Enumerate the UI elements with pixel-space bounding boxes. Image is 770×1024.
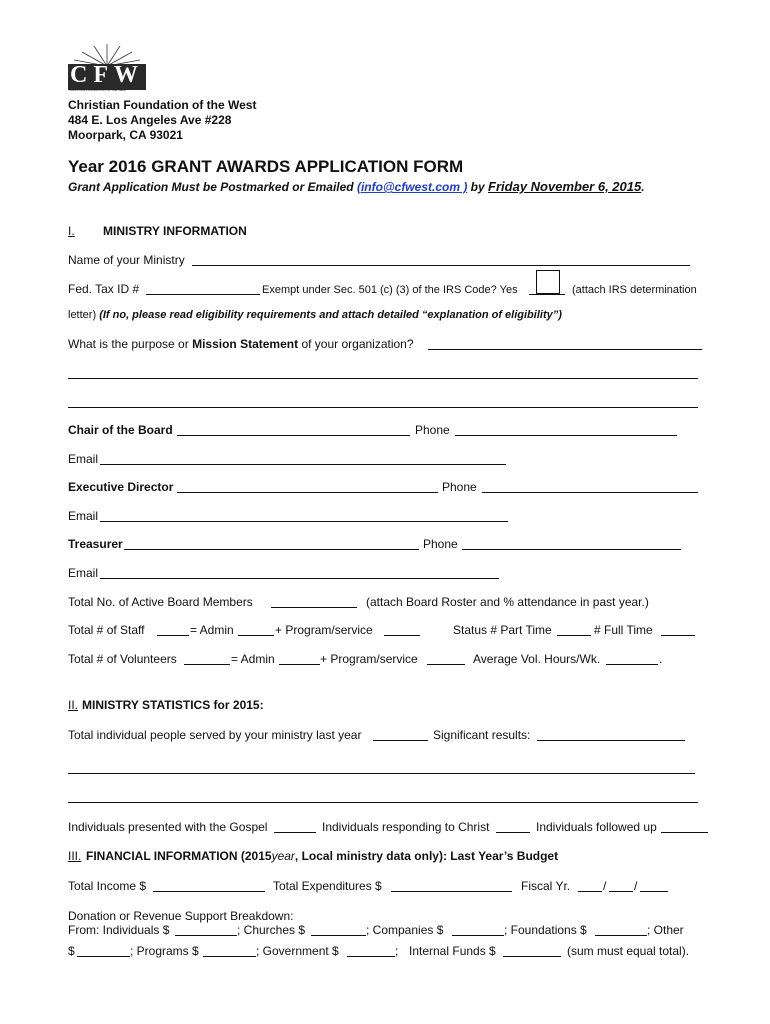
chair-email-field[interactable]: [100, 464, 506, 465]
purpose-post: of your organization?: [301, 337, 414, 351]
purpose-line-2[interactable]: [68, 378, 698, 379]
results-label: Significant results:: [433, 728, 531, 742]
letter-text: letter): [68, 309, 97, 321]
other-dollar-label: $: [68, 944, 75, 958]
foundations-field[interactable]: [595, 935, 647, 936]
staff-admin-field[interactable]: [238, 635, 274, 636]
org-address-line1: 484 E. Los Angeles Ave #228: [68, 113, 232, 127]
ministry-name-field[interactable]: [192, 265, 690, 266]
section1-title: MINISTRY INFORMATION: [103, 224, 247, 238]
exec-field[interactable]: [177, 492, 438, 493]
exec-label: Executive Director: [68, 480, 174, 494]
government-field[interactable]: [347, 956, 395, 957]
avg-vol-hours-label: Average Vol. Hours/Wk.: [473, 652, 601, 666]
purpose-line-3[interactable]: [68, 407, 698, 408]
staff-program-label: + Program/service: [275, 623, 373, 637]
board-members-field[interactable]: [271, 607, 357, 608]
income-label: Total Income $: [68, 879, 147, 893]
email-link[interactable]: (info@cfwest.com ): [356, 180, 468, 194]
org-name: Christian Foundation of the West: [68, 98, 257, 112]
followed-field[interactable]: [661, 832, 708, 833]
fiscal-year-field[interactable]: [640, 891, 668, 892]
treasurer-field[interactable]: [124, 549, 419, 550]
volunteers-label: Total # of Volunteers: [68, 652, 177, 666]
treasurer-phone-label: Phone: [423, 537, 458, 551]
programs-label: ; Programs $: [130, 944, 199, 958]
fiscal-day-field[interactable]: [609, 891, 633, 892]
attach-irs-label: (attach IRS determination: [572, 284, 697, 296]
chair-field[interactable]: [177, 435, 410, 436]
cfw-logo: [66, 44, 148, 94]
gospel-label: Individuals presented with the Gospel: [68, 820, 268, 834]
section3-title-year: year: [271, 849, 295, 863]
exec-email-label: Email: [68, 509, 99, 523]
companies-field[interactable]: [452, 935, 504, 936]
exempt-label: Exempt under Sec. 501 (c) (3) of the IRS Code? Yes: [262, 284, 518, 296]
form-subtitle: [68, 179, 645, 194]
ministry-name-label: Name of your Ministry: [68, 253, 185, 267]
internal-funds-label: Internal Funds $: [409, 944, 496, 958]
vol-admin-field[interactable]: [279, 664, 320, 665]
subtitle-by: by: [470, 180, 485, 194]
fed-tax-field[interactable]: [146, 294, 260, 295]
individuals-label: From: Individuals $: [68, 923, 170, 937]
purpose-bold: Mission Statement: [192, 337, 299, 351]
avg-vol-period: .: [659, 652, 663, 666]
exempt-yes-line: [529, 294, 565, 295]
chair-label: Chair of the Board: [68, 423, 173, 437]
responding-label: Individuals responding to Christ: [322, 820, 490, 834]
fed-tax-label: Fed. Tax ID #: [68, 282, 140, 296]
exec-phone-label: Phone: [442, 480, 477, 494]
subtitle-text: Grant Application Must be Postmarked or Emailed: [68, 180, 354, 194]
treasurer-email-field[interactable]: [100, 578, 499, 579]
attach-roster-label: (attach Board Roster and % attendance in past year.): [366, 595, 649, 609]
section1-number: I.: [68, 224, 75, 238]
treasurer-email-label: Email: [68, 566, 99, 580]
staff-total-field[interactable]: [157, 635, 189, 636]
volunteers-total-field[interactable]: [184, 664, 230, 665]
served-label: Total individual people served by your ministry last year: [68, 728, 362, 742]
other-label: ; Other: [647, 923, 684, 937]
sum-note: (sum must equal total).: [567, 944, 690, 958]
avg-vol-hours-field[interactable]: [606, 664, 658, 665]
exec-phone-field[interactable]: [482, 492, 698, 493]
purpose-field[interactable]: [428, 349, 702, 350]
treasurer-label: Treasurer: [68, 537, 123, 551]
vol-program-label: + Program/service: [320, 652, 418, 666]
treasurer-phone-field[interactable]: [462, 549, 681, 550]
org-address-line2: Moorpark, CA 93021: [68, 128, 183, 142]
income-field[interactable]: [153, 891, 265, 892]
expenditures-label: Total Expenditures $: [273, 879, 382, 893]
responding-field[interactable]: [496, 832, 530, 833]
government-label: ; Government $: [256, 944, 339, 958]
purpose-pre: What is the purpose or: [68, 337, 189, 351]
exempt-yes-checkbox[interactable]: [536, 270, 560, 294]
deadline: Friday November 6, 2015: [488, 179, 642, 194]
gospel-field[interactable]: [274, 832, 316, 833]
chair-phone-field[interactable]: [455, 435, 677, 436]
results-line-3[interactable]: [68, 802, 698, 803]
status-part-time-label: Status # Part Time: [453, 623, 552, 637]
part-time-field[interactable]: [557, 635, 591, 636]
results-line-2[interactable]: [68, 773, 695, 774]
section3-title: [86, 849, 558, 863]
form-title: Year 2016 GRANT AWARDS APPLICATION FORM: [68, 157, 464, 176]
programs-field[interactable]: [203, 956, 256, 957]
expenditures-field[interactable]: [391, 891, 512, 892]
section3-title-pre: FINANCIAL INFORMATION (2015: [86, 849, 272, 863]
government-semicolon: ;: [395, 944, 399, 958]
vol-program-field[interactable]: [427, 664, 465, 665]
staff-program-field[interactable]: [384, 635, 420, 636]
chair-email-label: Email: [68, 452, 99, 466]
staff-admin-label: = Admin: [190, 623, 234, 637]
foundations-label: ; Foundations $: [504, 923, 587, 937]
other-field[interactable]: [77, 956, 130, 957]
if-no-note: (If no, please read eligibility requirements and attach detailed “explanation of eligibility”): [99, 309, 562, 321]
served-field[interactable]: [373, 740, 428, 741]
results-field[interactable]: [537, 740, 685, 741]
fiscal-month-field[interactable]: [578, 891, 602, 892]
companies-label: ; Companies $: [366, 923, 444, 937]
section2-title: MINISTRY STATISTICS for 2015:: [82, 698, 264, 712]
section3-title-post: , Local ministry data only): Last Year’s Budget: [294, 849, 559, 863]
board-members-label: Total No. of Active Board Members: [68, 595, 253, 609]
exec-email-field[interactable]: [100, 521, 508, 522]
staff-label: Total # of Staff: [68, 623, 145, 637]
fiscal-sep-1: /: [603, 879, 607, 893]
chair-phone-label: Phone: [415, 423, 450, 437]
full-time-label: # Full Time: [594, 623, 653, 637]
churches-label: ; Churches $: [237, 923, 306, 937]
vol-admin-label: = Admin: [231, 652, 275, 666]
logo-text: CFW: [70, 62, 144, 88]
letter-label: [68, 309, 562, 321]
churches-field[interactable]: [311, 935, 366, 936]
fiscal-label: Fiscal Yr.: [521, 879, 571, 893]
individuals-field[interactable]: [175, 935, 237, 936]
section3-number: III.: [68, 849, 82, 863]
fiscal-sep-2: /: [634, 879, 638, 893]
followed-label: Individuals followed up: [536, 820, 657, 834]
subtitle-period: .: [641, 180, 645, 194]
section2-number: II.: [68, 698, 79, 712]
internal-funds-field[interactable]: [503, 956, 561, 957]
breakdown-label: Donation or Revenue Support Breakdown:: [68, 909, 294, 923]
purpose-label: [68, 337, 414, 351]
full-time-field[interactable]: [661, 635, 695, 636]
logo-subtext: CHRISTIAN FOUNDATION OF THE WEST: [69, 88, 127, 92]
